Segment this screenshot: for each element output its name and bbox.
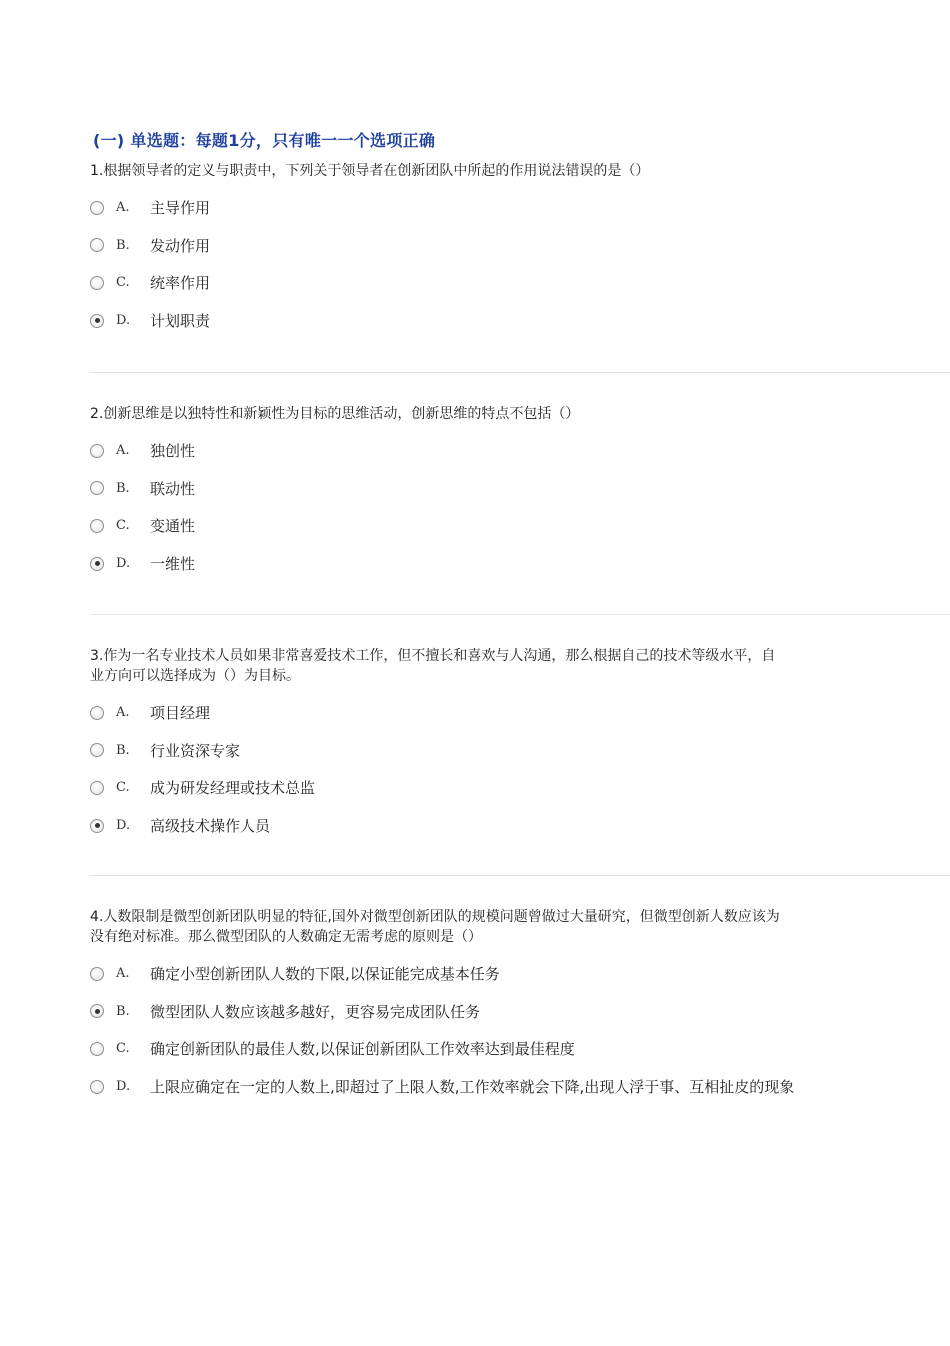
option-label: 确定创新团队的最佳人数,以保证创新团队工作效率达到最佳程度 — [150, 1040, 575, 1059]
option-c[interactable] — [90, 1030, 950, 1068]
question-divider — [90, 875, 950, 876]
radio-button[interactable] — [90, 743, 104, 757]
question-4 — [90, 907, 950, 1105]
option-list — [90, 955, 950, 1105]
radio-button[interactable] — [90, 781, 104, 795]
radio-button[interactable] — [90, 276, 104, 290]
option-letter: D. — [116, 1079, 131, 1095]
option-label: 一维性 — [150, 555, 196, 574]
option-letter: D. — [116, 556, 131, 572]
option-letter: B. — [116, 742, 130, 758]
option-d[interactable] — [90, 545, 950, 583]
option-c[interactable] — [90, 769, 950, 807]
option-label: 确定小型创新团队人数的下限,以保证能完成基本任务 — [150, 965, 500, 984]
option-letter: B. — [116, 1003, 130, 1019]
radio-button[interactable] — [90, 314, 104, 328]
question-3 — [90, 646, 950, 844]
option-label: 成为研发经理或技术总监 — [150, 779, 316, 798]
question-text: 1.根据领导者的定义与职责中，下列关于领导者在创新团队中所起的作用说法错误的是（） — [90, 163, 650, 179]
option-c[interactable] — [90, 507, 950, 545]
option-letter: B. — [116, 237, 130, 253]
radio-button[interactable] — [90, 819, 104, 833]
option-label: 上限应确定在一定的人数上,即超过了上限人数,工作效率就会下降,出现人浮于事、互相扯皮的现象 — [150, 1078, 795, 1097]
option-letter: C. — [116, 518, 130, 534]
option-b[interactable] — [90, 227, 950, 265]
option-letter: C. — [116, 275, 130, 291]
option-c[interactable] — [90, 264, 950, 302]
radio-button[interactable] — [90, 201, 104, 215]
option-a[interactable] — [90, 955, 950, 993]
radio-button[interactable] — [90, 519, 104, 533]
option-letter: B. — [116, 480, 130, 496]
option-letter: C. — [116, 1041, 130, 1057]
option-d[interactable] — [90, 302, 950, 340]
question-text-line-2: 没有绝对标准。那么微型团队的人数确定无需考虑的原则是（） — [90, 929, 482, 945]
section-title: (一) 单选题：每题1分，只有唯一一个选项正确 — [93, 131, 436, 150]
question-divider — [90, 372, 950, 373]
option-list — [90, 432, 950, 582]
question-1 — [90, 161, 950, 339]
option-a[interactable] — [90, 189, 950, 227]
radio-button[interactable] — [90, 1004, 104, 1018]
question-2 — [90, 404, 950, 582]
option-letter: D. — [116, 818, 131, 834]
option-letter: D. — [116, 313, 131, 329]
radio-button[interactable] — [90, 481, 104, 495]
radio-button[interactable] — [90, 1042, 104, 1056]
radio-button[interactable] — [90, 444, 104, 458]
radio-button[interactable] — [90, 706, 104, 720]
question-text: 2.创新思维是以独特性和新颖性为目标的思维活动，创新思维的特点不包括（） — [90, 406, 580, 422]
question-text-line-2: 业方向可以选择成为（）为目标。 — [90, 668, 300, 684]
option-label: 项目经理 — [150, 704, 211, 723]
question-text-line-1: 3.作为一名专业技术人员如果非常喜爱技术工作，但不擅长和喜欢与人沟通，那么根据自己的技术等级水平，自 — [90, 648, 776, 664]
option-letter: C. — [116, 780, 130, 796]
option-letter: A. — [116, 966, 130, 982]
option-a[interactable] — [90, 694, 950, 732]
radio-button[interactable] — [90, 967, 104, 981]
option-letter: A. — [116, 705, 130, 721]
option-list — [90, 694, 950, 844]
option-label: 统率作用 — [150, 274, 211, 293]
option-list — [90, 189, 950, 339]
option-label: 变通性 — [150, 517, 196, 536]
option-letter: A. — [116, 200, 130, 216]
question-divider — [90, 614, 950, 615]
option-d[interactable] — [90, 1068, 950, 1106]
option-label: 高级技术操作人员 — [150, 817, 271, 836]
option-d[interactable] — [90, 807, 950, 845]
option-label: 联动性 — [150, 479, 196, 498]
option-label: 发动作用 — [150, 236, 211, 255]
option-b[interactable] — [90, 470, 950, 508]
option-label: 行业资深专家 — [150, 741, 241, 760]
option-b[interactable] — [90, 732, 950, 770]
option-label: 微型团队人数应该越多越好，更容易完成团队任务 — [150, 1002, 481, 1021]
option-label: 独创性 — [150, 442, 196, 461]
option-a[interactable] — [90, 432, 950, 470]
option-label: 主导作用 — [150, 199, 211, 218]
radio-button[interactable] — [90, 557, 104, 571]
option-letter: A. — [116, 443, 130, 459]
radio-button[interactable] — [90, 238, 104, 252]
question-text-line-1: 4.人数限制是微型创新团队明显的特征,国外对微型创新团队的规模问题曾做过大量研究，但微型创新人数应该为 — [90, 909, 780, 925]
option-label: 计划职责 — [150, 312, 211, 331]
option-b[interactable] — [90, 993, 950, 1031]
radio-button[interactable] — [90, 1080, 104, 1094]
